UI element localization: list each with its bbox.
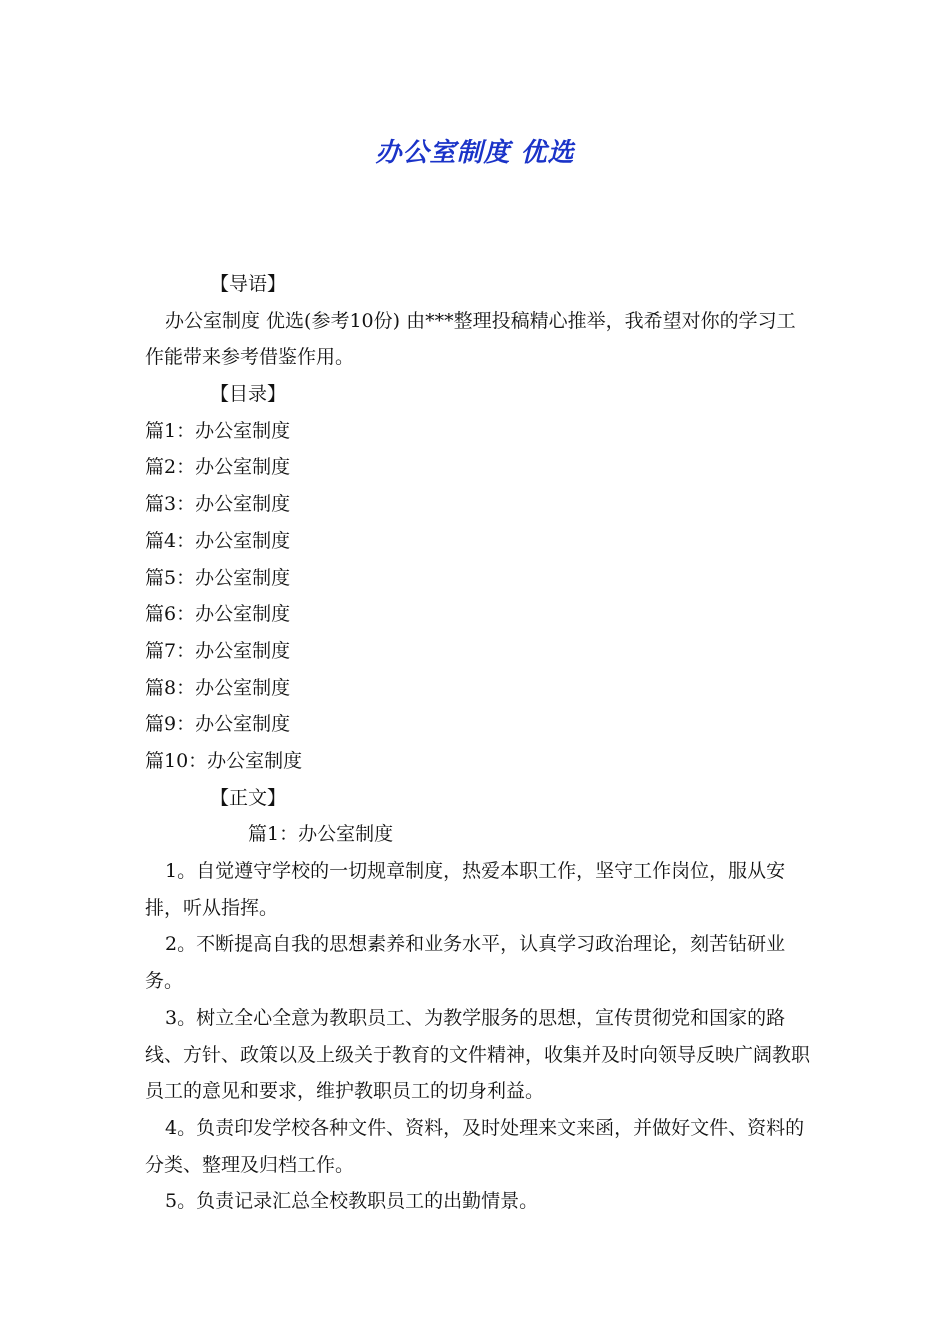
document-body <box>145 266 810 1220</box>
body-paragraph: 5。负责记录汇总全校教职员工的出勤情景。 <box>165 1190 539 1213</box>
section-title: 篇1：办公室制度 <box>248 823 394 846</box>
toc-item: 篇3：办公室制度 <box>145 493 291 516</box>
toc-item: 篇7：办公室制度 <box>145 639 291 662</box>
toc-item: 篇2：办公室制度 <box>145 456 291 479</box>
toc-item: 篇4：办公室制度 <box>145 529 291 552</box>
toc-item: 篇10：办公室制度 <box>145 749 303 772</box>
toc-heading: 【目录】 <box>210 383 287 406</box>
body-paragraph: 4。负责印发学校各种文件、资料，及时处理来文来函，并做好文件、资料的分类、整理及归档工作。 <box>145 1116 805 1176</box>
document-title: 办公室制度 优选 <box>375 138 575 168</box>
toc-item: 篇8：办公室制度 <box>145 676 291 699</box>
toc-item: 篇1：办公室制度 <box>145 419 291 442</box>
body-paragraph: 3。树立全心全意为教职员工、为教学服务的思想，宣传贯彻党和国家的路线、方针、政策以及上级关于教育的文件精神，收集并及时向领导反映广阔教职员工的意见和要求，维护教职员工的切身利益。 <box>145 1006 811 1103</box>
body-paragraph: 1。自觉遵守学校的一切规章制度，热爱本职工作，坚守工作岗位，服从安排，听从指挥。 <box>145 860 786 919</box>
toc-item: 篇6：办公室制度 <box>145 603 291 626</box>
toc-item: 篇9：办公室制度 <box>145 713 291 736</box>
toc-item: 篇5：办公室制度 <box>145 566 291 589</box>
table-of-contents <box>145 413 810 780</box>
intro-heading: 【导语】 <box>210 273 287 295</box>
intro-paragraph: 办公室制度 优选(参考10份) 由***整理投稿精心推举，我希望对你的学习工作能带来参考借鉴作用。 <box>145 309 796 369</box>
body-heading: 【正文】 <box>210 786 287 809</box>
body-paragraph: 2。不断提高自我的思想素养和业务水平，认真学习政治理论，刻苦钻研业务。 <box>145 933 786 993</box>
